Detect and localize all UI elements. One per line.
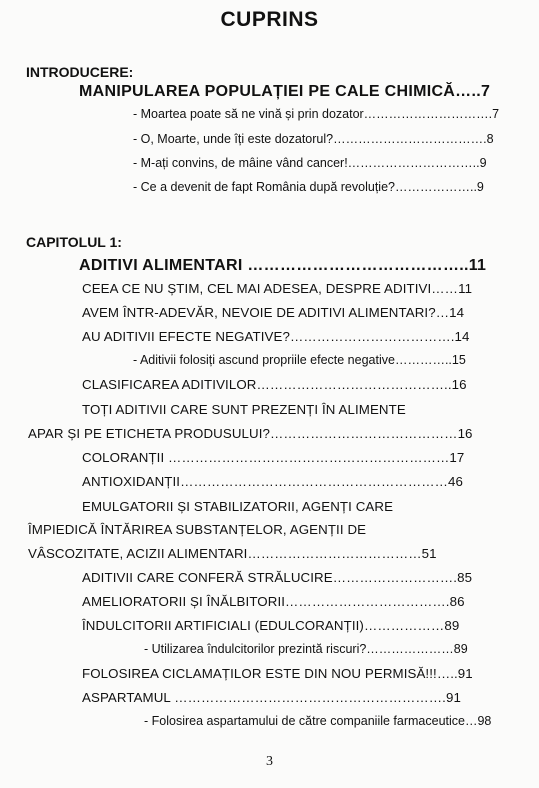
toc-entry: - Ce a devenit de fapt România după revoluție?………………..9: [133, 180, 484, 194]
capitolul-heading: CAPITOLUL 1:: [26, 234, 122, 250]
toc-entry: CEEA CE NU ȘTIM, CEL MAI ADESEA, DESPRE ADITIVI……11: [82, 281, 473, 296]
introducere-heading: INTRODUCERE:: [26, 64, 134, 80]
toc-entry: ÎMPIEDICĂ ÎNTĂRIREA SUBSTANȚELOR, AGENȚII DE: [28, 522, 367, 537]
page-number: 3: [266, 754, 273, 769]
toc-entry: ÎNDULCITORII ARTIFICIALI (EDULCORANȚII)………………89: [82, 618, 460, 633]
toc-entry: EMULGATORII ȘI STABILIZATORII, AGENȚI CARE: [82, 499, 394, 514]
toc-entry: CLASIFICAREA ADITIVILOR……………………………………..16: [82, 377, 467, 392]
toc-entry: - Folosirea aspartamului de către companiile farmaceutice…98: [144, 714, 492, 728]
toc-entry: - Moartea poate să ne vină și prin dozator………………………….7: [133, 107, 500, 121]
toc-entry: VÂSCOZITATE, ACIZII ALIMENTARI…………………………………51: [28, 546, 437, 561]
toc-entry: ANTIOXIDANȚII……………………………………………………46: [82, 474, 464, 489]
toc-entry: APAR ȘI PE ETICHETA PRODUSULUI?……………………………………16: [28, 426, 473, 441]
toc-entry: ADITIVII CARE CONFERĂ STRĂLUCIRE……………………….85: [82, 570, 473, 585]
toc-entry: - M-ați convins, de mâine vând cancer!…………………………..9: [133, 156, 487, 170]
toc-entry: - Aditivii folosiți ascund propriile efecte negative…………..15: [133, 353, 466, 367]
toc-entry: TOȚI ADITIVII CARE SUNT PREZENȚI ÎN ALIMENTE: [82, 402, 406, 417]
toc-entry: - Utilizarea îndulcitorilor prezintă riscuri?…………………89: [144, 642, 468, 656]
introducere-section: MANIPULAREA POPULAȚIEI PE CALE CHIMICĂ…..7: [79, 83, 491, 100]
toc-entry: AVEM ÎNTR-ADEVĂR, NEVOIE DE ADITIVI ALIMENTARI?…14: [82, 305, 465, 320]
page-title: CUPRINS: [220, 8, 319, 31]
toc-entry: AMELIORATORII ȘI ÎNĂLBITORII……………………………….86: [82, 594, 465, 609]
toc-entry: ASPARTAMUL …………………………………………………….91: [82, 690, 461, 705]
toc-entry: FOLOSIREA CICLAMAȚILOR ESTE DIN NOU PERMISĂ!!!…..91: [82, 666, 473, 681]
capitolul-section: ADITIVI ALIMENTARI …………………………………..11: [79, 257, 487, 274]
toc-entry: - O, Moarte, unde îți este dozatorul?……………………………….8: [133, 132, 494, 146]
toc-entry: AU ADITIVII EFECTE NEGATIVE?……………………………….14: [82, 329, 470, 344]
toc-entry: COLORANȚII ………………………………………………………17: [82, 450, 465, 465]
